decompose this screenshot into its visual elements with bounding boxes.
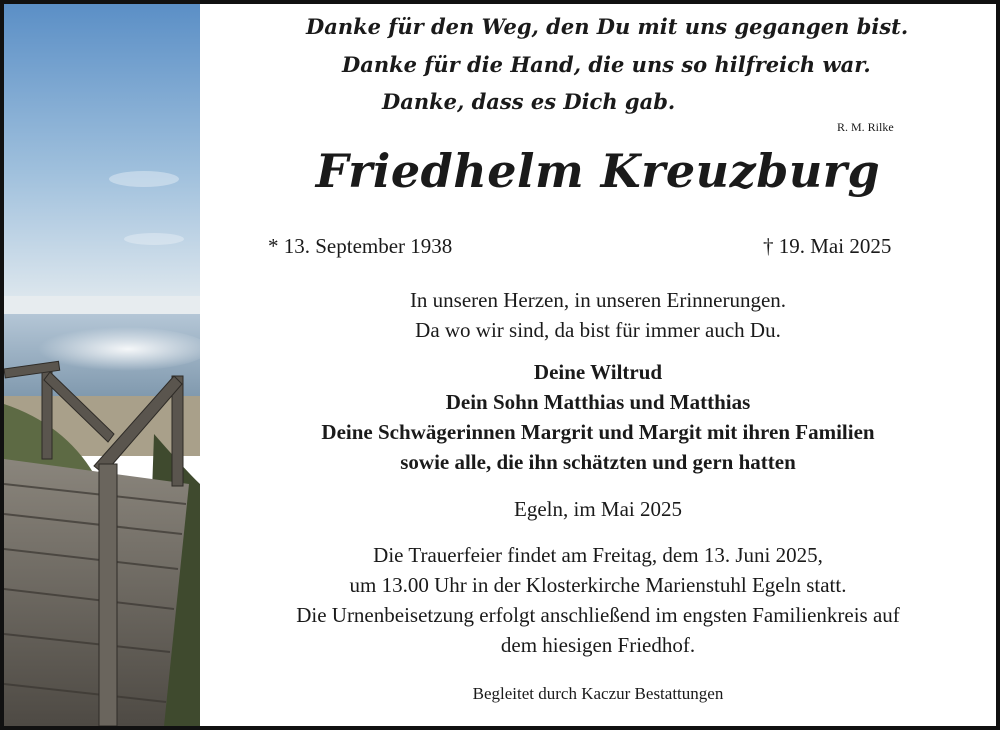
quote-line-2: Da wo wir sind, da bist für immer auch Du. <box>415 318 781 342</box>
place-date: Egeln, im Mai 2025 <box>514 497 682 521</box>
poem-line-2: Danke für die Hand, die uns so hilfreich war. <box>342 52 871 77</box>
mourner-line-1: Deine Wiltrud <box>533 360 663 384</box>
deceased-name: Friedhelm Kreuzburg <box>315 144 881 198</box>
birth-date: * 13. September 1938 <box>268 234 453 258</box>
mourner-line-3: Deine Schwägerinnen Margrit und Margit mit ihren Familien <box>321 420 875 444</box>
beach-boardwalk-photo <box>4 4 200 726</box>
poem-line-1: Danke für den Weg, den Du mit uns gegangen bist. <box>306 14 909 39</box>
poem-line-3: Danke, dass es Dich gab. <box>382 89 676 114</box>
mourner-line-2: Dein Sohn Matthias und Matthias <box>445 390 751 414</box>
ceremony-line-1: Die Trauerfeier findet am Freitag, dem 13. Juni 2025, <box>373 543 823 567</box>
funeral-home-credit: Begleitet durch Kaczur Bestattungen <box>472 684 724 703</box>
ceremony-line-4: dem hiesigen Friedhof. <box>500 633 696 657</box>
notice-text-column <box>200 4 996 726</box>
ceremony-line-2: um 13.00 Uhr in der Klosterkirche Marienstuhl Egeln statt. <box>349 573 847 597</box>
death-date: † 19. Mai 2025 <box>763 234 892 258</box>
mourner-line-4: sowie alle, die ihn schätzten und gern hatten <box>400 450 796 474</box>
quote-line-1: In unseren Herzen, in unseren Erinnerungen. <box>409 288 787 312</box>
poem-author: R. M. Rilke <box>837 120 894 134</box>
ceremony-line-3: Die Urnenbeisetzung erfolgt anschließend im engsten Familienkreis auf <box>296 603 900 627</box>
